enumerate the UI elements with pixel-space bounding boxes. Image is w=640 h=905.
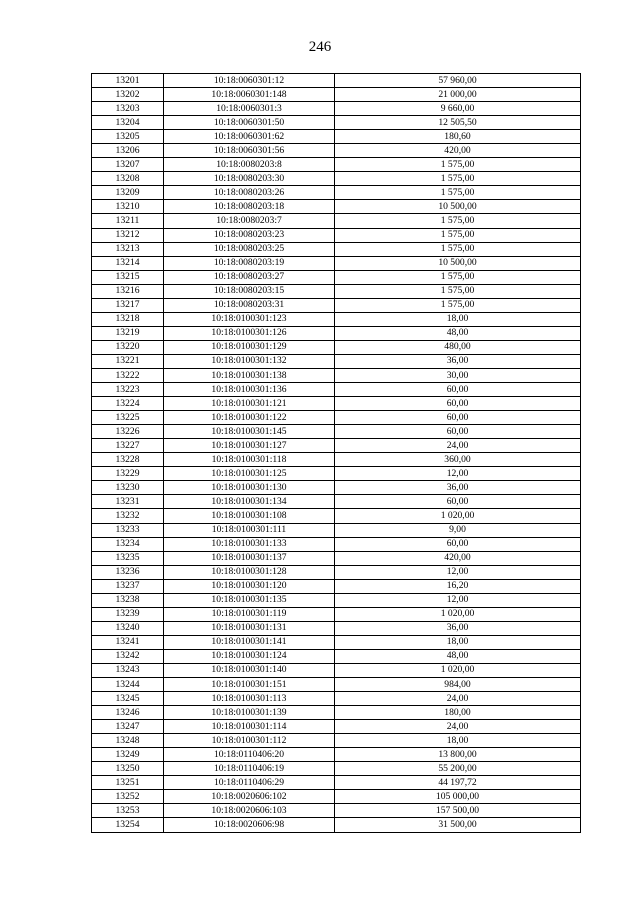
cadastral-number-cell: 10:18:0100301:137 [164,551,335,565]
row-number-cell: 13244 [92,678,164,692]
cadastral-number-cell: 10:18:0060301:3 [164,102,335,116]
table-row [92,354,581,368]
row-number-cell: 13218 [92,312,164,326]
row-number-cell: 13206 [92,144,164,158]
table-row [92,748,581,762]
cadastral-number-cell: 10:18:0100301:111 [164,523,335,537]
row-number-cell: 13253 [92,804,164,818]
table-row [92,242,581,256]
table-row [92,565,581,579]
cadastral-number-cell: 10:18:0100301:135 [164,593,335,607]
table-row [92,340,581,354]
row-number-cell: 13225 [92,411,164,425]
table-row [92,621,581,635]
cadastral-number-cell: 10:18:0100301:145 [164,425,335,439]
cadastral-number-cell: 10:18:0100301:136 [164,383,335,397]
cadastral-number-cell: 10:18:0080203:15 [164,284,335,298]
table-row [92,172,581,186]
table-row [92,158,581,172]
row-number-cell: 13221 [92,354,164,368]
row-number-cell: 13207 [92,158,164,172]
cadastral-number-cell: 10:18:0100301:120 [164,579,335,593]
cadastral-number-cell: 10:18:0060301:62 [164,130,335,144]
row-number-cell: 13245 [92,692,164,706]
amount-cell: 180,60 [335,130,581,144]
table-row [92,762,581,776]
amount-cell: 18,00 [335,312,581,326]
table-row [92,818,581,832]
table-row [92,439,581,453]
cadastral-number-cell: 10:18:0110406:29 [164,776,335,790]
row-number-cell: 13249 [92,748,164,762]
row-number-cell: 13235 [92,551,164,565]
cadastral-number-cell: 10:18:0060301:50 [164,116,335,130]
row-number-cell: 13241 [92,635,164,649]
row-number-cell: 13214 [92,256,164,270]
cadastral-number-cell: 10:18:0080203:19 [164,256,335,270]
cadastral-number-cell: 10:18:0100301:122 [164,411,335,425]
table-row [92,551,581,565]
amount-cell: 30,00 [335,368,581,382]
table-row [92,776,581,790]
cadastral-number-cell: 10:18:0100301:141 [164,635,335,649]
cadastral-number-cell: 10:18:0100301:128 [164,565,335,579]
amount-cell: 480,00 [335,340,581,354]
table-row [92,74,581,88]
row-number-cell: 13226 [92,425,164,439]
cadastral-number-cell: 10:18:0080203:30 [164,172,335,186]
cadastral-number-cell: 10:18:0100301:151 [164,678,335,692]
row-number-cell: 13213 [92,242,164,256]
amount-cell: 9,00 [335,523,581,537]
row-number-cell: 13236 [92,565,164,579]
amount-cell: 10 500,00 [335,200,581,214]
cadastral-number-cell: 10:18:0100301:130 [164,481,335,495]
amount-cell: 55 200,00 [335,762,581,776]
row-number-cell: 13201 [92,74,164,88]
table-row [92,144,581,158]
cadastral-number-cell: 10:18:0060301:148 [164,88,335,102]
cadastral-number-cell: 10:18:0020606:102 [164,790,335,804]
table-row [92,649,581,663]
row-number-cell: 13238 [92,593,164,607]
table-row [92,467,581,481]
cadastral-number-cell: 10:18:0100301:132 [164,354,335,368]
row-number-cell: 13229 [92,467,164,481]
cadastral-number-cell: 10:18:0100301:138 [164,368,335,382]
table-row [92,509,581,523]
row-number-cell: 13233 [92,523,164,537]
amount-cell: 12 505,50 [335,116,581,130]
amount-cell: 1 575,00 [335,298,581,312]
table-row [92,130,581,144]
cadastral-number-cell: 10:18:0110406:19 [164,762,335,776]
amount-cell: 18,00 [335,635,581,649]
table-row [92,298,581,312]
registry-table-body [92,74,581,833]
amount-cell: 60,00 [335,425,581,439]
row-number-cell: 13246 [92,706,164,720]
row-number-cell: 13230 [92,481,164,495]
table-row [92,425,581,439]
amount-cell: 984,00 [335,678,581,692]
table-row [92,804,581,818]
row-number-cell: 13239 [92,607,164,621]
amount-cell: 36,00 [335,481,581,495]
cadastral-number-cell: 10:18:0080203:23 [164,228,335,242]
table-row [92,88,581,102]
amount-cell: 21 000,00 [335,88,581,102]
cadastral-number-cell: 10:18:0080203:25 [164,242,335,256]
cadastral-number-cell: 10:18:0080203:27 [164,270,335,284]
row-number-cell: 13205 [92,130,164,144]
table-row [92,102,581,116]
amount-cell: 60,00 [335,537,581,551]
table-row [92,397,581,411]
amount-cell: 60,00 [335,383,581,397]
amount-cell: 1 020,00 [335,509,581,523]
table-row [92,411,581,425]
table-row [92,537,581,551]
table-row [92,270,581,284]
table-row [92,368,581,382]
amount-cell: 44 197,72 [335,776,581,790]
cadastral-number-cell: 10:18:0080203:31 [164,298,335,312]
cadastral-number-cell: 10:18:0100301:114 [164,720,335,734]
row-number-cell: 13220 [92,340,164,354]
row-number-cell: 13212 [92,228,164,242]
cadastral-number-cell: 10:18:0060301:56 [164,144,335,158]
cadastral-number-cell: 10:18:0020606:98 [164,818,335,832]
cadastral-number-cell: 10:18:0100301:127 [164,439,335,453]
amount-cell: 12,00 [335,565,581,579]
row-number-cell: 13209 [92,186,164,200]
cadastral-number-cell: 10:18:0100301:139 [164,706,335,720]
row-number-cell: 13208 [92,172,164,186]
amount-cell: 1 020,00 [335,607,581,621]
table-row [92,790,581,804]
row-number-cell: 13219 [92,326,164,340]
row-number-cell: 13251 [92,776,164,790]
cadastral-number-cell: 10:18:0100301:112 [164,734,335,748]
table-row [92,720,581,734]
row-number-cell: 13231 [92,495,164,509]
row-number-cell: 13237 [92,579,164,593]
row-number-cell: 13204 [92,116,164,130]
amount-cell: 60,00 [335,495,581,509]
table-row [92,495,581,509]
cadastral-number-cell: 10:18:0110406:20 [164,748,335,762]
amount-cell: 105 000,00 [335,790,581,804]
table-row [92,326,581,340]
amount-cell: 420,00 [335,551,581,565]
row-number-cell: 13254 [92,818,164,832]
table-row [92,214,581,228]
amount-cell: 60,00 [335,397,581,411]
amount-cell: 48,00 [335,326,581,340]
table-row [92,228,581,242]
cadastral-number-cell: 10:18:0100301:124 [164,649,335,663]
amount-cell: 24,00 [335,439,581,453]
amount-cell: 57 960,00 [335,74,581,88]
row-number-cell: 13215 [92,270,164,284]
table-row [92,663,581,677]
table-row [92,200,581,214]
cadastral-number-cell: 10:18:0080203:18 [164,200,335,214]
amount-cell: 48,00 [335,649,581,663]
amount-cell: 420,00 [335,144,581,158]
row-number-cell: 13203 [92,102,164,116]
row-number-cell: 13250 [92,762,164,776]
cadastral-number-cell: 10:18:0100301:119 [164,607,335,621]
cadastral-number-cell: 10:18:0080203:8 [164,158,335,172]
row-number-cell: 13216 [92,284,164,298]
row-number-cell: 13247 [92,720,164,734]
row-number-cell: 13248 [92,734,164,748]
amount-cell: 1 575,00 [335,284,581,298]
amount-cell: 9 660,00 [335,102,581,116]
table-row [92,635,581,649]
table-row [92,706,581,720]
cadastral-number-cell: 10:18:0100301:118 [164,453,335,467]
cadastral-number-cell: 10:18:0100301:131 [164,621,335,635]
table-row [92,312,581,326]
row-number-cell: 13224 [92,397,164,411]
row-number-cell: 13223 [92,383,164,397]
amount-cell: 16,20 [335,579,581,593]
amount-cell: 12,00 [335,467,581,481]
row-number-cell: 13211 [92,214,164,228]
table-row [92,116,581,130]
amount-cell: 1 575,00 [335,228,581,242]
amount-cell: 1 575,00 [335,242,581,256]
cadastral-number-cell: 10:18:0100301:113 [164,692,335,706]
table-row [92,579,581,593]
amount-cell: 36,00 [335,621,581,635]
amount-cell: 24,00 [335,692,581,706]
table-row [92,453,581,467]
row-number-cell: 13228 [92,453,164,467]
cadastral-number-cell: 10:18:0100301:129 [164,340,335,354]
table-row [92,523,581,537]
amount-cell: 12,00 [335,593,581,607]
amount-cell: 1 575,00 [335,186,581,200]
table-row [92,284,581,298]
cadastral-number-cell: 10:18:0020606:103 [164,804,335,818]
amount-cell: 24,00 [335,720,581,734]
row-number-cell: 13252 [92,790,164,804]
amount-cell: 1 575,00 [335,158,581,172]
amount-cell: 180,00 [335,706,581,720]
cadastral-number-cell: 10:18:0100301:108 [164,509,335,523]
amount-cell: 1 575,00 [335,172,581,186]
cadastral-number-cell: 10:18:0100301:134 [164,495,335,509]
cadastral-number-cell: 10:18:0100301:121 [164,397,335,411]
cadastral-number-cell: 10:18:0060301:12 [164,74,335,88]
amount-cell: 1 575,00 [335,214,581,228]
cadastral-number-cell: 10:18:0100301:140 [164,663,335,677]
row-number-cell: 13202 [92,88,164,102]
amount-cell: 31 500,00 [335,818,581,832]
cadastral-number-cell: 10:18:0100301:125 [164,467,335,481]
table-row [92,734,581,748]
table-row [92,481,581,495]
amount-cell: 60,00 [335,411,581,425]
row-number-cell: 13232 [92,509,164,523]
table-row [92,383,581,397]
amount-cell: 157 500,00 [335,804,581,818]
amount-cell: 36,00 [335,354,581,368]
row-number-cell: 13240 [92,621,164,635]
table-row [92,607,581,621]
row-number-cell: 13227 [92,439,164,453]
amount-cell: 1 575,00 [335,270,581,284]
cadastral-number-cell: 10:18:0080203:26 [164,186,335,200]
amount-cell: 18,00 [335,734,581,748]
amount-cell: 10 500,00 [335,256,581,270]
amount-cell: 13 800,00 [335,748,581,762]
table-row [92,692,581,706]
cadastral-number-cell: 10:18:0100301:133 [164,537,335,551]
page-number: 246 [308,39,332,55]
amount-cell: 1 020,00 [335,663,581,677]
registry-table [91,73,581,833]
table-row [92,256,581,270]
row-number-cell: 13217 [92,298,164,312]
table-row [92,678,581,692]
row-number-cell: 13242 [92,649,164,663]
table-row [92,593,581,607]
amount-cell: 360,00 [335,453,581,467]
cadastral-number-cell: 10:18:0100301:126 [164,326,335,340]
cadastral-number-cell: 10:18:0080203:7 [164,214,335,228]
row-number-cell: 13222 [92,368,164,382]
row-number-cell: 13243 [92,663,164,677]
table-row [92,186,581,200]
row-number-cell: 13210 [92,200,164,214]
cadastral-number-cell: 10:18:0100301:123 [164,312,335,326]
row-number-cell: 13234 [92,537,164,551]
